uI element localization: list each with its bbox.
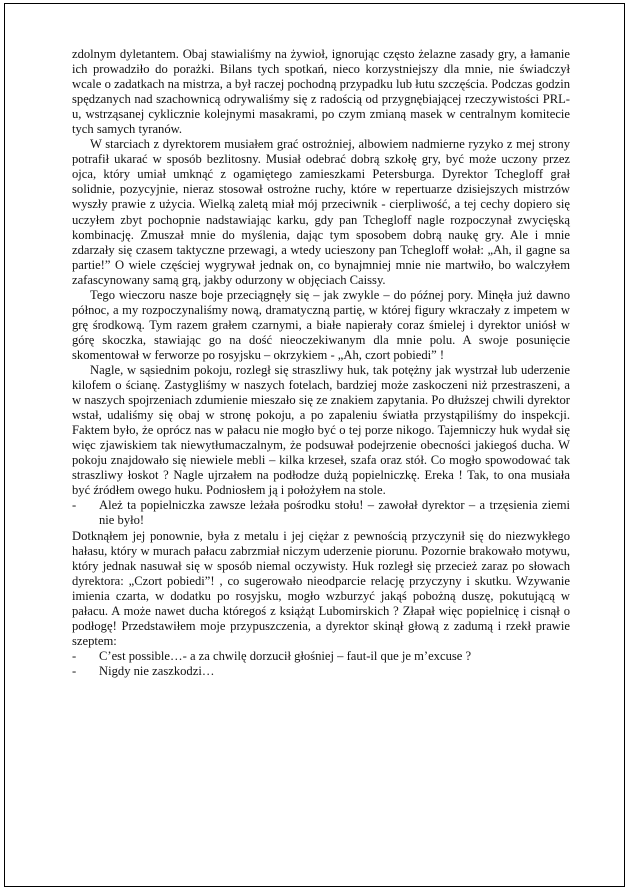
paragraph-3: Tego wieczoru nasze boje przeciągnęły się – jak zwykle – do późnej pory. Minęła już dawno północ, a my rozpoczynaliśmy nową, dramatyczną partię, w której figury wkraczały z impetem w grę środkową. Tym razem grałem czarnymi, a białe napierały coraz śmielej i dyrektor uniósł w górę skoczka, stawiając go na dość nieoczekiwanym dla mnie polu. A swoje posunięcie skomentował w ferworze po rosyjsku – okrzykiem - „Ah, czort pobiedi” ! [72,287,570,362]
paragraph-2: W starciach z dyrektorem musiałem grać ostrożniej, albowiem nadmierne ryzyko z mej strony potrafił ukarać w sposób bezlitosny. Musiał odebrać dobrą szkołę gry, być może uczony przez ojca, który umiał umknąć z ogamiętego zamieszkami Petersburga. Dyrektor Tchegloff grał solidnie, pozycyjnie, nieraz stosował ostrożne ruchy, które w repertuarze dzisiejszych mistrzów wyszły prawie z użycia. Wielką zaletą miał mój przeciwnik - cierpliwość, a tej cechy dopiero się uczyłem zbyt pochopnie nadstawiając karku, gdy pan Tchegloff nagle rozpoczynał zwycięską kombinację. Zmuszał mnie do myślenia, dając tym sposobem dobrą naukę gry. Ale i mnie zdarzały się czasem taktyczne przewagi, a wtedy ucieszony pan Tchegloff wołał: „Ah, il gagne sa partie!” O wiele częściej wygrywał jednak on, co bynajmniej mnie nie martwiło, bo walczyłem zafascynowany samą grą, jakby odurzony w objęciach Caissy. [72,137,570,287]
dialogue-dash: - [72,663,77,678]
paragraph-4: Nagle, w sąsiednim pokoju, rozległ się straszliwy huk, tak potężny jak wystrzał lub uderzenie kilofem o ścianę. Zastygliśmy w naszych fotelach, bardziej może zaskoczeni niż przestraszeni, a w naszych spojrzeniach zdumienie mieszało się ze znakiem zapytania. Po dłuższej chwili dyrektor wstał, udaliśmy się obaj w stronę pokoju, a po zapaleniu światła przystąpiliśmy do inspekcji. Faktem było, że oprócz nas w pałacu nie mogło być o tej porze nikogo. Tajemniczy huk wydał się więc zjawiskiem tak niewytłumaczalnym, że podsuwał podejrzenie obecności jakiegoś ducha. W pokoju znajdowało się niewiele mebli – kilka krzeseł, szafa oraz stół. Co mogło spowodować tak straszliwy łoskot ? Nagle ujrzałem na podłodze dużą popielniczkę. Ereka ! Tak, to ona musiała być źródłem owego huku. Podniosłem ją i położyłem na stole. [72,362,570,498]
paragraph-1: zdolnym dyletantem. Obaj stawialiśmy na żywioł, ignorując często żelazne zasady gry, a łamanie ich prowadziło do porażki. Bilans tych spotkań, nieco korzystniejszy dla mnie, nie świadczył wcale o zadatkach na mistrza, a był raczej pochodną przypadku lub łutu szczęścia. Podczas godzin spędzanych nad szachownicą odrywaliśmy się z radością od przygnębiającej rzeczywistości PRL-u, wstrząsanej cyklicznie kolejnymi masakrami, po czym zmianą masek w centralnym komitecie tych samych tyranów. [72,47,570,137]
dialogue-dash: - [72,648,77,663]
paragraph-5: Dotknąłem jej ponownie, była z metalu i jej ciężar z pewnością przyczynił się do niezwykłego hałasu, który w murach pałacu zabrzmiał niczym uderzenie piorunu. Pozornie brakowało motywu, który jednak nasuwał się w sposób niemal oczywisty. Huk rozległ się przecież zaraz po słowach dyrektora: „Czort pobiedi”! , co sugerowało nieodparcie relację przyczyny i skutku. Wzywanie imienia czarta, w dodatku po rosyjsku, mogło wzburzyć jakąś pobożną duszę, pokutującą w pałacu. A może nawet ducha któregoś z książąt Lubomirskich ? Złapał więc popielnicę i cisnął o podłogę! Przedstawiłem moje przypuszczenia, a dyrektor skinął głową z zadumą i rzekł prawie szeptem: [72,528,570,648]
document-page [4,3,625,887]
dialogue-text: C’est possible…- a za chwilę dorzucił głośniej – faut-il que je m’excuse ? [99,648,472,663]
dialogue-line-2 [72,649,570,664]
dialogue-line-1 [72,498,570,528]
dialogue-text: Nigdy nie zaszkodzi… [99,663,215,678]
document-body [72,47,570,679]
dialogue-dash: - [72,498,77,513]
dialogue-text: Ależ ta popielniczka zawsze leżała pośrodku stołu! – zawołał dyrektor – a trzęsienia ziemi nie było! [99,498,570,528]
dialogue-line-3 [72,664,570,679]
